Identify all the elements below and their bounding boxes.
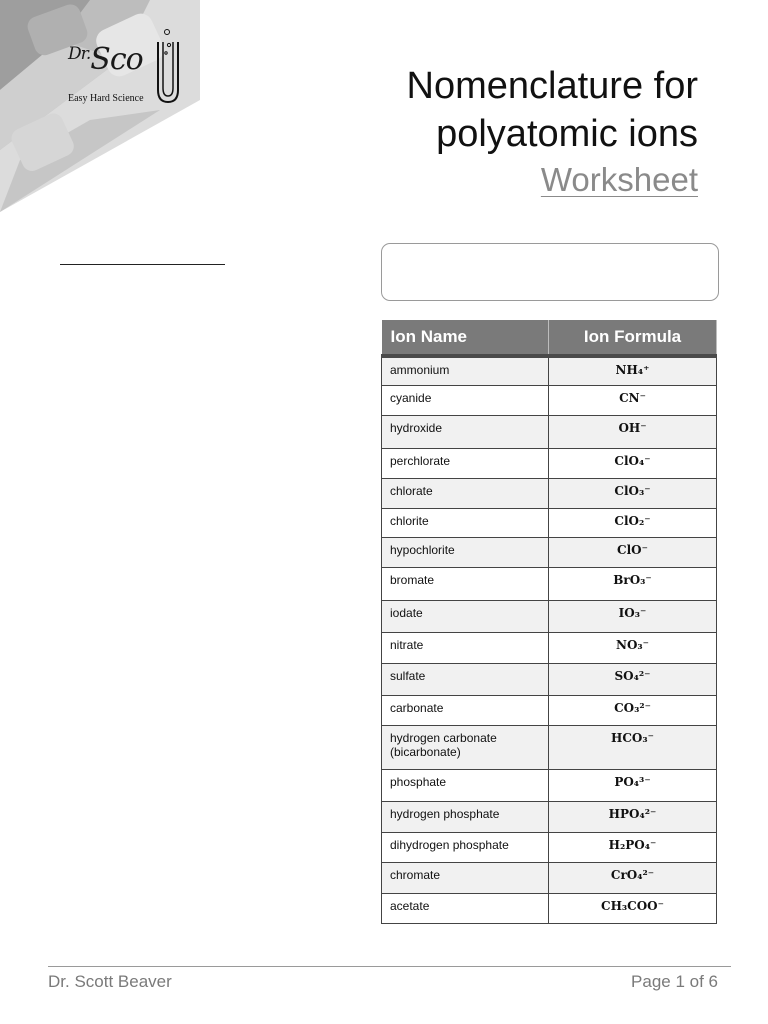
answer-box[interactable] [381, 243, 719, 301]
table-row [382, 663, 717, 695]
ion-formula-cell: IO₃⁻ [549, 600, 717, 632]
table-body [382, 356, 717, 923]
ion-name-cell: acetate [382, 893, 549, 923]
ion-formula-cell: BrO₃⁻ [549, 567, 717, 600]
table-row [382, 478, 717, 508]
ion-formula-cell: CO₃²⁻ [549, 695, 717, 725]
table-row [382, 832, 717, 862]
logo-script [68, 42, 143, 77]
ion-formula-cell: SO₄²⁻ [549, 663, 717, 695]
footer-page-number: Page 1 of 6 [631, 972, 718, 991]
ion-name-cell: sulfate [382, 663, 549, 695]
ion-formula-cell: HPO₄²⁻ [549, 801, 717, 832]
ion-formula-cell: CrO₄²⁻ [549, 862, 717, 893]
ion-name-cell: hydrogen carbonate (bicarbonate) [382, 725, 549, 769]
ion-formula-cell: ClO₃⁻ [549, 478, 717, 508]
ion-formula-cell: ClO⁻ [549, 537, 717, 567]
table-row [382, 695, 717, 725]
ion-formula-cell: NH₄⁺ [549, 356, 717, 385]
ion-name-cell: hydrogen phosphate [382, 801, 549, 832]
table-row [382, 567, 717, 600]
ion-name-cell: phosphate [382, 769, 549, 801]
logo-prefix: Dr. [68, 44, 91, 64]
ion-formula-cell: OH⁻ [549, 415, 717, 448]
title-block [407, 62, 698, 202]
footer-author: Dr. Scott Beaver [48, 972, 172, 991]
table-row [382, 508, 717, 537]
ion-formula-cell: ClO₄⁻ [549, 448, 717, 478]
table-row [382, 893, 717, 923]
table-row [382, 769, 717, 801]
header-ion-name: Ion Name [382, 320, 549, 356]
table-row [382, 385, 717, 415]
ion-name-cell: hypochlorite [382, 537, 549, 567]
table-row [382, 725, 717, 769]
ion-formula-cell: NO₃⁻ [549, 632, 717, 663]
ion-name-cell: ammonium [382, 356, 549, 385]
header-ion-formula: Ion Formula [549, 320, 717, 356]
ion-formula-cell: PO₄³⁻ [549, 769, 717, 801]
table-header-row [382, 320, 717, 356]
table-row [382, 448, 717, 478]
table-row [382, 862, 717, 893]
table-row [382, 356, 717, 385]
ion-name-cell: chlorite [382, 508, 549, 537]
ion-formula-cell: HCO₃⁻ [549, 725, 717, 769]
ion-name-cell: chlorate [382, 478, 549, 508]
ion-formula-cell: CH₃COO⁻ [549, 893, 717, 923]
page-subtitle: Worksheet [540, 161, 698, 198]
table-row [382, 632, 717, 663]
ion-formula-cell: H₂PO₄⁻ [549, 832, 717, 862]
ion-table [381, 320, 717, 924]
page-title-line-1: Nomenclature for [406, 65, 698, 107]
ion-formula-cell: CN⁻ [549, 385, 717, 415]
ion-name-cell: chromate [382, 862, 549, 893]
table-row [382, 801, 717, 832]
ion-name-cell: hydroxide [382, 415, 549, 448]
ion-name-cell: iodate [382, 600, 549, 632]
logo-wordmark: Sco [90, 42, 143, 77]
ion-name-cell: dihydrogen phosphate [382, 832, 549, 862]
table-row [382, 415, 717, 448]
table-row [382, 537, 717, 567]
ion-name-cell: nitrate [382, 632, 549, 663]
ion-name-cell: perchlorate [382, 448, 549, 478]
ion-name-cell: cyanide [382, 385, 549, 415]
name-blank-line [60, 264, 225, 265]
footer-divider [48, 966, 731, 967]
test-tube-icon [154, 28, 184, 104]
ion-name-cell: carbonate [382, 695, 549, 725]
logo-tagline: Easy Hard Science [68, 93, 144, 104]
ion-name-cell: bromate [382, 567, 549, 600]
page-title-line-2: polyatomic ions [436, 113, 698, 155]
table-row [382, 600, 717, 632]
logo [62, 28, 192, 110]
ion-formula-cell: ClO₂⁻ [549, 508, 717, 537]
